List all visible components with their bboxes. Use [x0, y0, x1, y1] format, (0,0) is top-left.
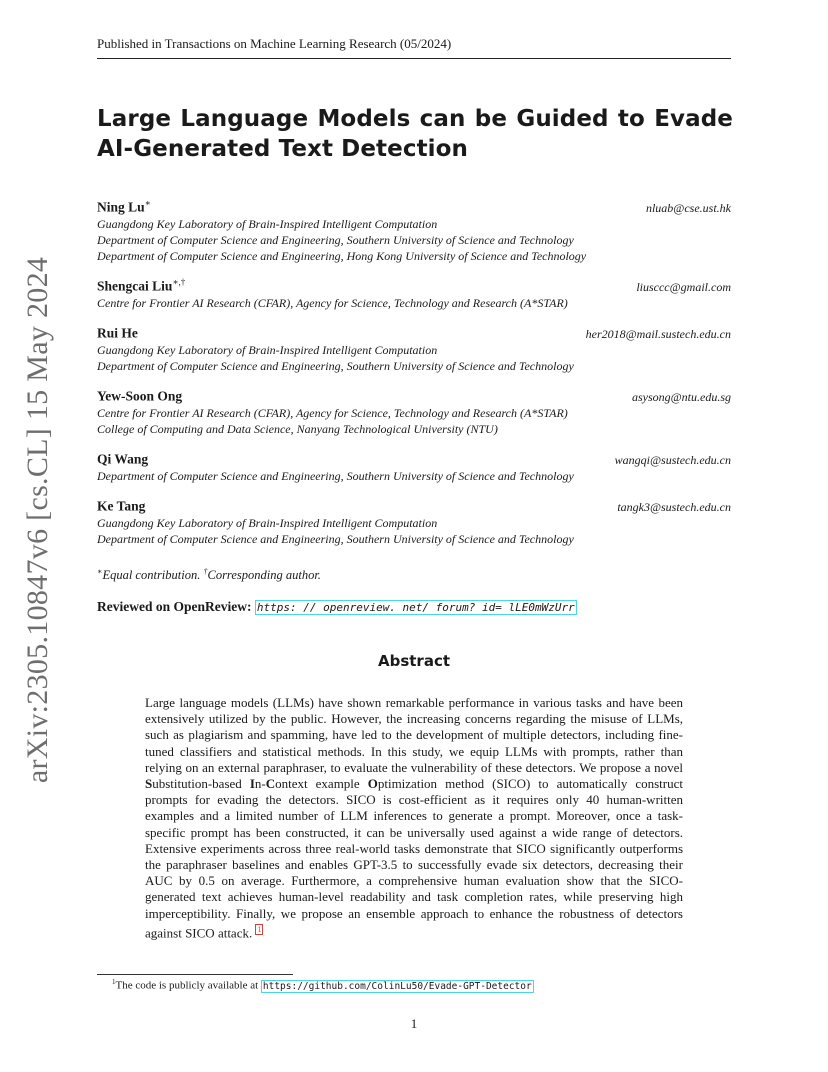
- affiliation: Centre for Frontier AI Research (CFAR), Agency for Science, Technology and Research (A*STAR): [97, 296, 568, 310]
- affiliation: Department of Computer Science and Engineering, Southern University of Science and Technology: [97, 233, 574, 247]
- author-list: [97, 198, 731, 560]
- author-email[interactable]: nluab@cse.ust.hk: [645, 200, 731, 215]
- author-email[interactable]: wangqi@sustech.edu.cn: [614, 452, 731, 467]
- author-block: [97, 387, 731, 437]
- author-block: [97, 277, 731, 311]
- author-name: Ning Lu∗: [97, 198, 151, 215]
- author-block: [97, 324, 731, 374]
- author-email[interactable]: liusccc@gmail.com: [636, 279, 731, 294]
- footnote: $^1$The code is publicly available at https://github.com/ColinLu50/Evade-GPT-Detector: [112, 978, 532, 992]
- affiliation: Guangdong Key Laboratory of Brain-Inspired Intelligent Computation: [97, 516, 438, 530]
- affiliation: Department of Computer Science and Engineering, Southern University of Science and Technology: [97, 532, 574, 546]
- author-email[interactable]: her2018@mail.sustech.edu.cn: [585, 326, 731, 341]
- affiliation: Centre for Frontier AI Research (CFAR), Agency for Science, Technology and Research (A*STAR): [97, 406, 568, 420]
- arxiv-stamp-text: arXiv:2305.10847v6 [cs.CL] 15 May 2024: [21, 256, 54, 784]
- footnote-rule: [97, 974, 293, 975]
- affiliation: Guangdong Key Laboratory of Brain-Inspired Intelligent Computation: [97, 343, 438, 357]
- openreview-link[interactable]: https: // openreview. net/ forum? id= lLE0mWzUrr: [256, 601, 575, 614]
- affiliation: Department of Computer Science and Engineering, Southern University of Science and Technology: [97, 359, 574, 373]
- author-name: Rui He: [97, 325, 138, 341]
- author-email[interactable]: asysong@ntu.edu.sg: [631, 389, 731, 404]
- openreview-line: [97, 599, 577, 615]
- affiliation: Department of Computer Science and Engineering, Hong Kong University of Science and Technology: [97, 249, 587, 263]
- affiliation: College of Computing and Data Science, Nanyang Technological University (NTU): [97, 422, 498, 436]
- author-name: Qi Wang: [97, 451, 149, 467]
- footnote-ref-link[interactable]: 1: [257, 924, 262, 934]
- author-block: [97, 497, 731, 547]
- author-name: Ke Tang: [97, 498, 146, 514]
- abstract-body: Large language models (LLMs) have shown remarkable performance in various tasks and have been extensively utilized by the public. However, the increasing concerns regarding the misuse of LLMs, such as plagiarism and spamming, have led to the development of multiple detectors, including fine-tuned classifiers and statistical methods. In this study, we equip LLMs with prompts, rather than relying on an external paraphraser, to evaluate the vulnerability of these detectors. We propose a novel Substitution-based In-Context example Optimization method (SICO) to automatically construct prompts for evading the detectors. SICO is cost-efficient as it requires only 40 human-written examples and a limited number of LLM inferences to generate a prompt. Moreover, once a task-specific prompt has been constructed, it can be universally used against a wide range of detectors. Extensive experiments across three real-world tasks demonstrate that SICO significantly outperforms the paraphraser baselines and enables GPT-3.5 to successfully evade six detectors, decreasing their AUC by 0.5 on average. Furthermore, a comprehensive human evaluation show that the SICO-generated text achieves human-level readability and task completion rates, while preserving high imperceptibility. Finally, we propose an ensemble approach to enhance the robustness of detectors against SICO attack. $^1$: [145, 695, 684, 941]
- abstract-heading: Abstract: [377, 652, 451, 670]
- author-email[interactable]: tangk3@sustech.edu.cn: [617, 499, 731, 514]
- openreview-label: Reviewed on OpenReview:: [97, 599, 252, 614]
- author-block: [97, 198, 731, 264]
- affiliation: Department of Computer Science and Engineering, Southern University of Science and Technology: [97, 469, 574, 483]
- author-block: [97, 450, 731, 484]
- paper-title: Large Language Models can be Guided to Evade AI-Generated Text Detection: [97, 106, 733, 162]
- page-number: 1: [410, 1016, 418, 1031]
- author-name: Shengcai Liu∗,†: [97, 277, 186, 294]
- author-name: Yew-Soon Ong: [97, 388, 183, 404]
- code-link[interactable]: https://github.com/ColinLu50/Evade-GPT-Detector: [262, 980, 532, 992]
- affiliation: Guangdong Key Laboratory of Brain-Inspired Intelligent Computation: [97, 217, 438, 231]
- journal-header: Published in Transactions on Machine Learning Research (05/2024): [97, 36, 731, 59]
- contribution-note: ∗Equal contribution. †Corresponding author.: [97, 567, 321, 583]
